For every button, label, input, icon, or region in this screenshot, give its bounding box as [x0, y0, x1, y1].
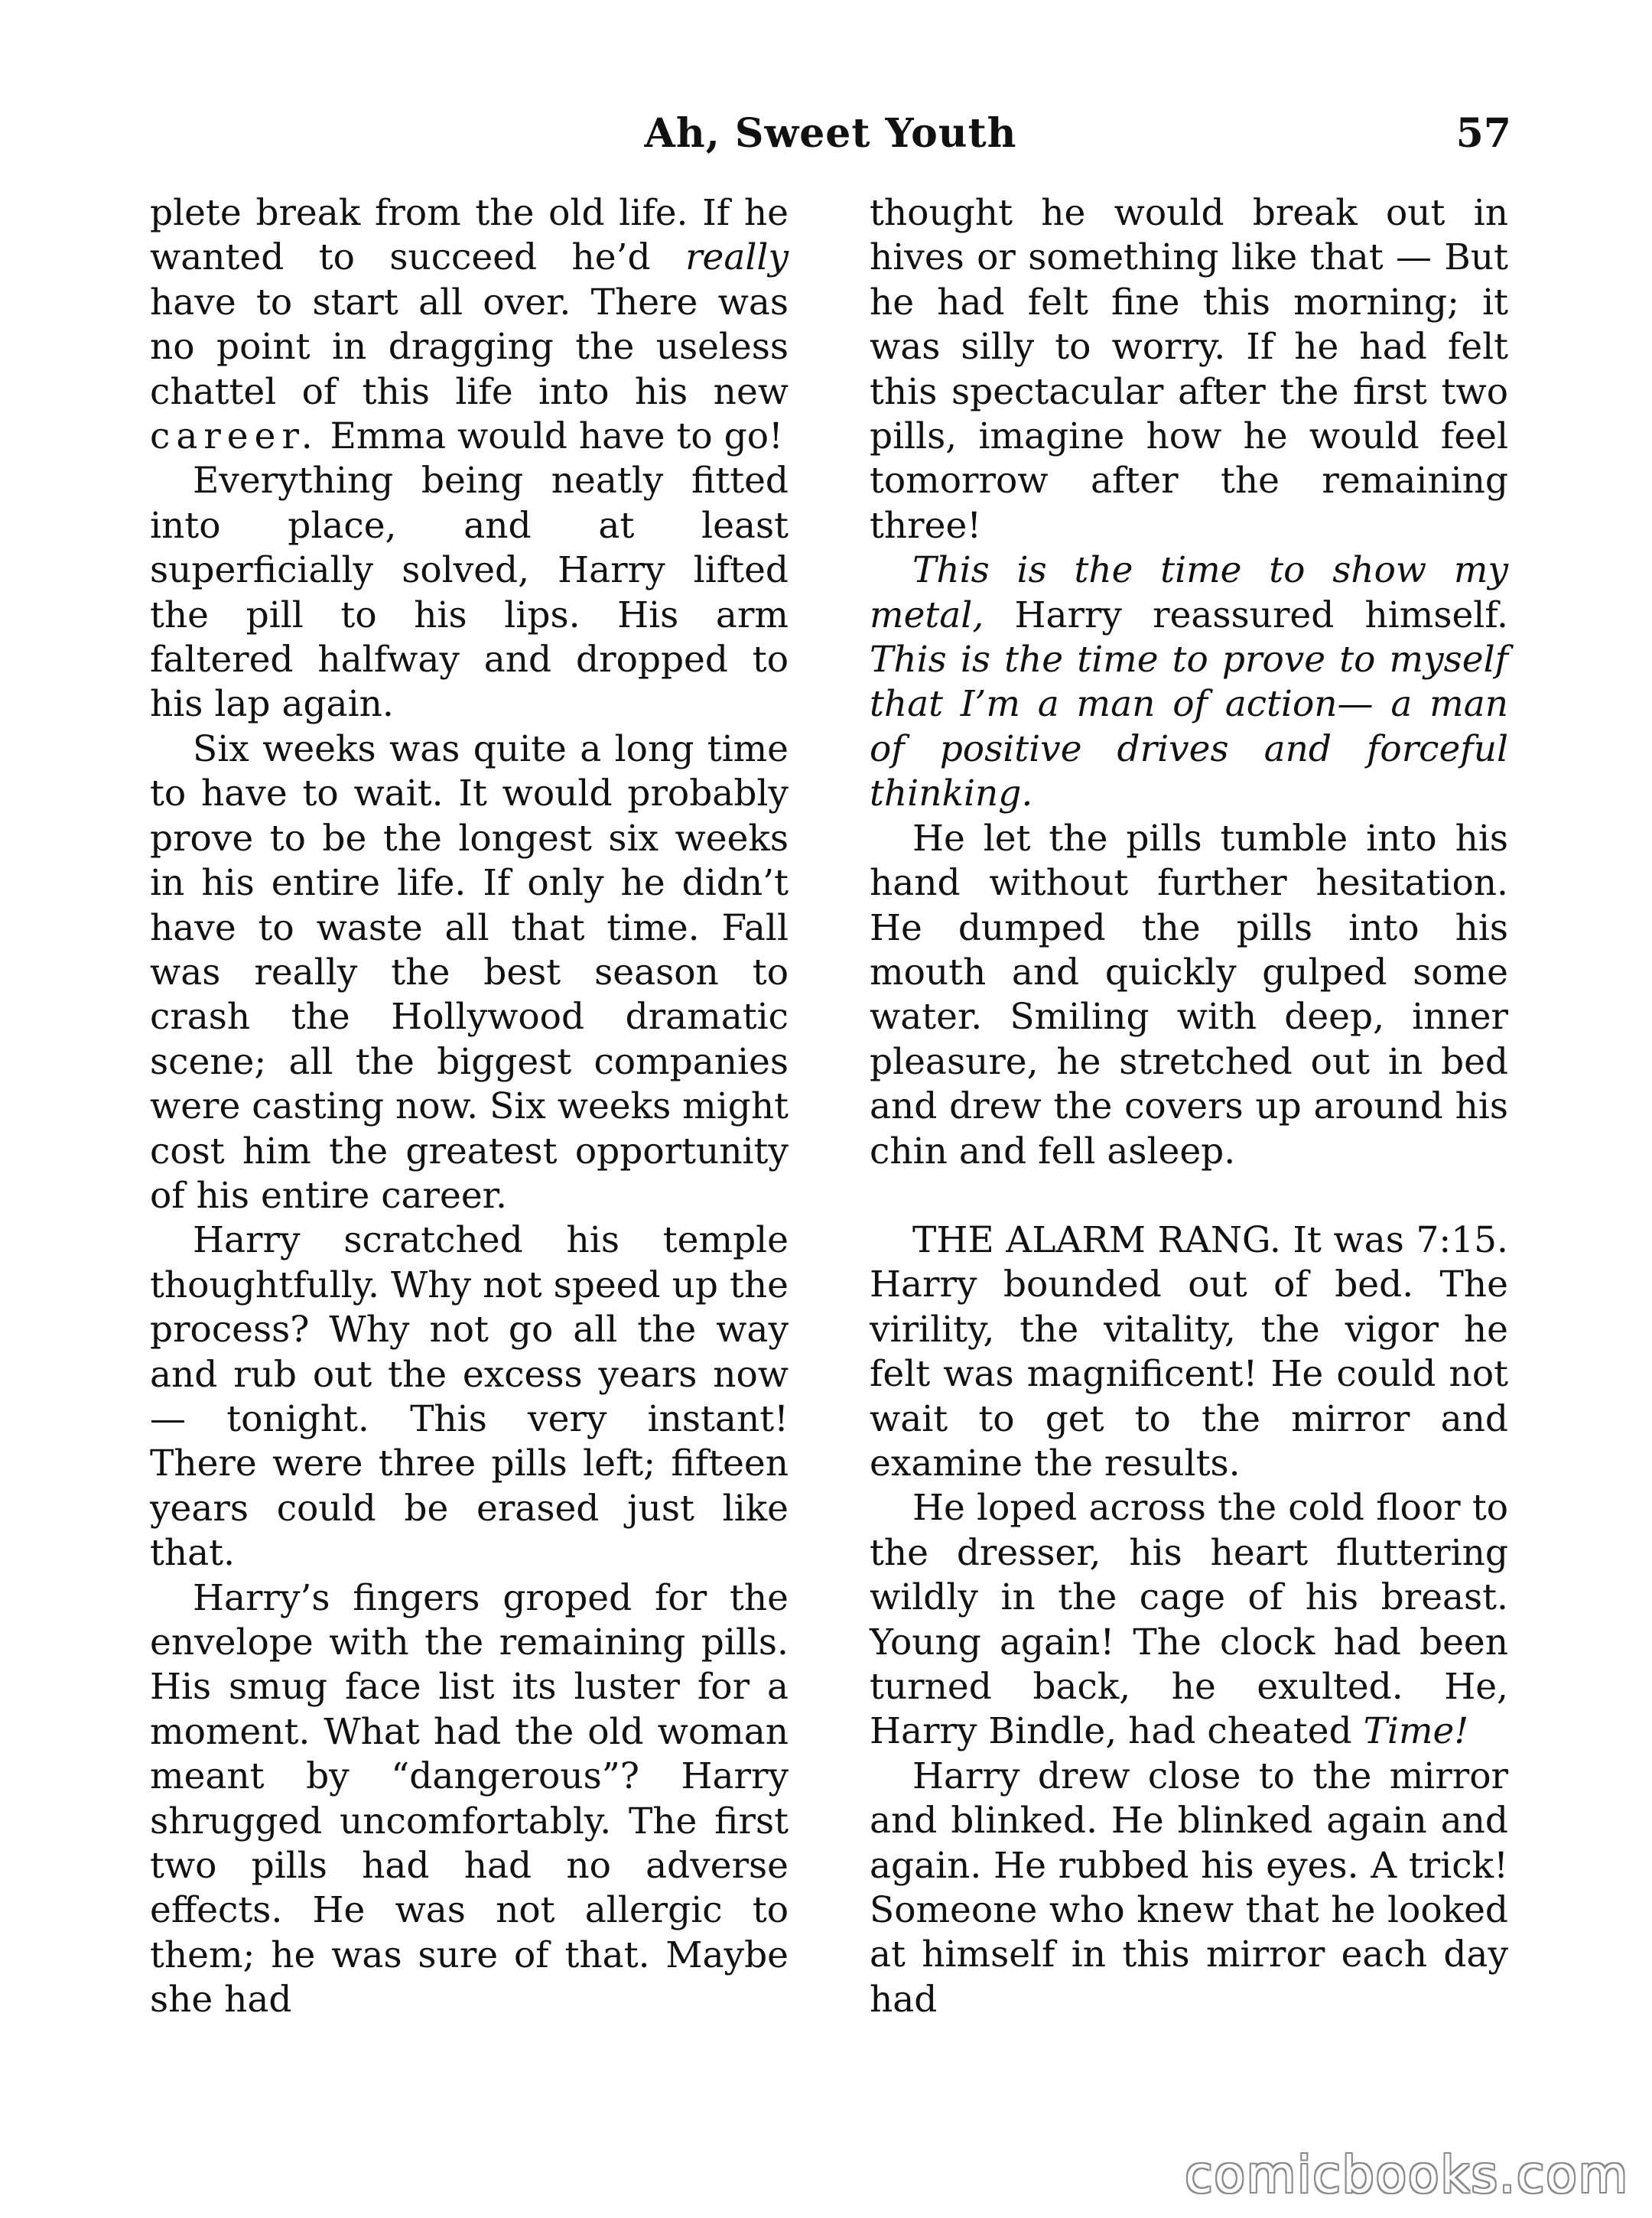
- emphasis-text: Time!: [1363, 1710, 1469, 1753]
- running-title: Ah, Sweet Youth: [644, 110, 1017, 157]
- paragraph: thought he would break out in hives or something like that — But he had felt fine this morning; it was silly to worry. If he had felt this spectacular after the first two pills, imagine how he would feel tomorrow after the remaining three!: [870, 192, 1508, 547]
- small-caps-lead: THE ALARM RANG.: [912, 1218, 1281, 1261]
- paragraph: Harry drew close to the mirror and blinked. He blinked again and again. He rubbed his eyes. A trick! Someone who knew that he looked at himself in this mirror each day had: [870, 1755, 1508, 2021]
- paragraph: [150, 191, 789, 459]
- paragraph: Harry scratched his temple thoughtfully. Why not speed up the process? Why not go all the way and rub out the excess years now — tonight. This very instant! There were three pills left; fifteen years could be erased just like that.: [150, 1219, 789, 1575]
- paragraph: [870, 548, 1508, 816]
- text-run: have to start all over. There was no point in dragging the useless chattel of this life into his new: [150, 281, 789, 413]
- page-header: [150, 107, 1511, 168]
- page-number: 57: [1455, 110, 1511, 157]
- watermark: comicbooks.com: [1185, 2145, 1629, 2204]
- text-run: plete break from the old life. If he wanted to succeed he’d: [150, 192, 789, 279]
- text-run: It was 7:15. Harry bounded out of bed. The virility, the vitality, the vigor he felt was magnificent! He could not wait to get to the mirror and examine the results.: [870, 1218, 1508, 1485]
- emphasis-text: really: [685, 236, 789, 279]
- paragraph: Everything being neatly fitted into place, and at least superficially solved, Harry lifted the pill to his lips. His arm faltered halfway and dropped to his lap again.: [150, 460, 789, 726]
- emphasis-text: This is the time to prove to myself that I’m a man of action— a man of positive drives and forceful thinking.: [870, 639, 1508, 815]
- paragraph: Harry’s fingers groped for the envelope with the remaining pills. His smug face list its luster for a moment. What had the old woman meant by “dangerous”? Harry shrugged uncomfortably. The first two pills had had no adverse effects. He was not allergic to them; he was sure of that. Maybe she had: [150, 1576, 789, 2021]
- left-column: [150, 191, 789, 2023]
- paragraph: He let the pills tumble into his hand without further hesitation. He dumped the pills into his mouth and quickly gulped some water. Smiling with deep, inner pleasure, he stretched out in bed and drew the covers up around his chin and fell asleep.: [870, 817, 1508, 1172]
- text-run: Harry reassured himself.: [984, 594, 1508, 636]
- spaced-text: career.: [150, 415, 319, 458]
- text-run: Emma would have to go!: [318, 415, 783, 458]
- right-column: [870, 191, 1508, 2022]
- text-run: He loped across the cold floor to the dresser, his heart fluttering wildly in the cage of his breast. Young again! The clock had been turned back, he exulted. He, Harry Bindle, had cheated: [870, 1487, 1508, 1753]
- section-break-paragraph: [870, 1218, 1508, 1486]
- paragraph: Six weeks was quite a long time to have to wait. It would probably prove to be the longest six weeks in his entire life. If only he didn’t have to waste all that time. Fall was really the best season to crash the Hollywood dramatic scene; all the biggest companies were casting now. Six weeks might cost him the greatest opportunity of his entire career.: [150, 727, 789, 1217]
- emphasis-text: This is the time to show my metal,: [870, 549, 1508, 636]
- paragraph: [870, 1486, 1508, 1754]
